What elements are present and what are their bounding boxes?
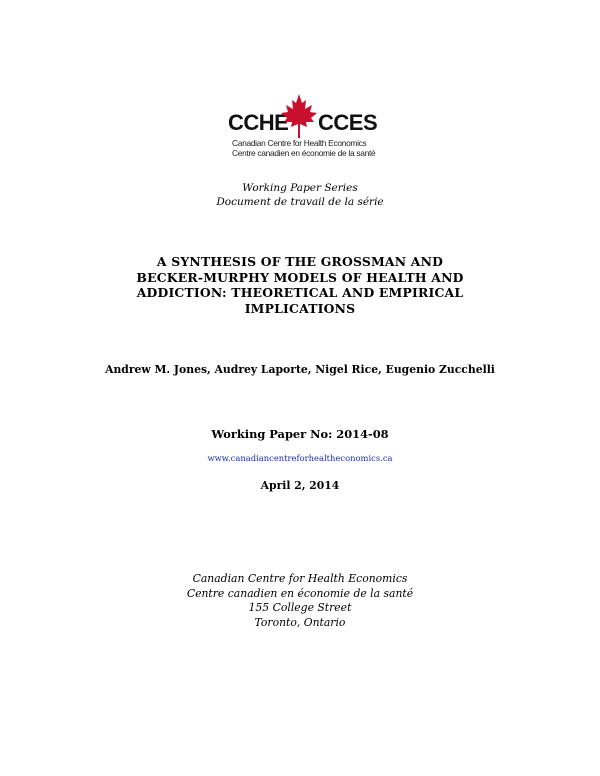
series-french: Document de travail de la série (216, 196, 384, 208)
address-line-1: Canadian Centre for Health Economics (192, 572, 408, 585)
paper-title-line-1: A SYNTHESIS OF THE GROSSMAN AND (156, 254, 444, 269)
paper-title-line-4: IMPLICATIONS (244, 300, 356, 316)
cche-cces-logo (224, 90, 380, 166)
logo-wordmark (224, 106, 380, 140)
address-line-3: 155 College Street (248, 601, 352, 614)
paper-title-line-2: BECKER-MURPHY MODELS OF HEALTH AND (136, 269, 464, 285)
working-paper-number: Working Paper No: 2014-08 (211, 427, 389, 441)
logo-right-text: CCES (318, 110, 378, 135)
logo-left-text: CCHE (228, 110, 289, 135)
publication-date: April 2, 2014 (260, 479, 340, 492)
series-english: Working Paper Series (242, 182, 358, 194)
maple-leaf-icon (279, 92, 319, 142)
logo-subtitle-english: Canadian Centre for Health Economics (232, 138, 367, 148)
logo-subtitle-french: Centre canadien en économie de la santé (232, 148, 376, 158)
address-line-2: Centre canadien en économie de la santé (186, 586, 414, 600)
authors: Andrew M. Jones, Audrey Laporte, Nigel Rice, Eugenio Zucchelli (105, 363, 495, 376)
website-link[interactable]: www.canadiancentreforhealtheconomics.ca (207, 453, 393, 463)
address-line-4: Toronto, Ontario (254, 615, 346, 629)
paper-title-line-3: ADDICTION: THEORETICAL AND EMPIRICAL (136, 285, 464, 300)
